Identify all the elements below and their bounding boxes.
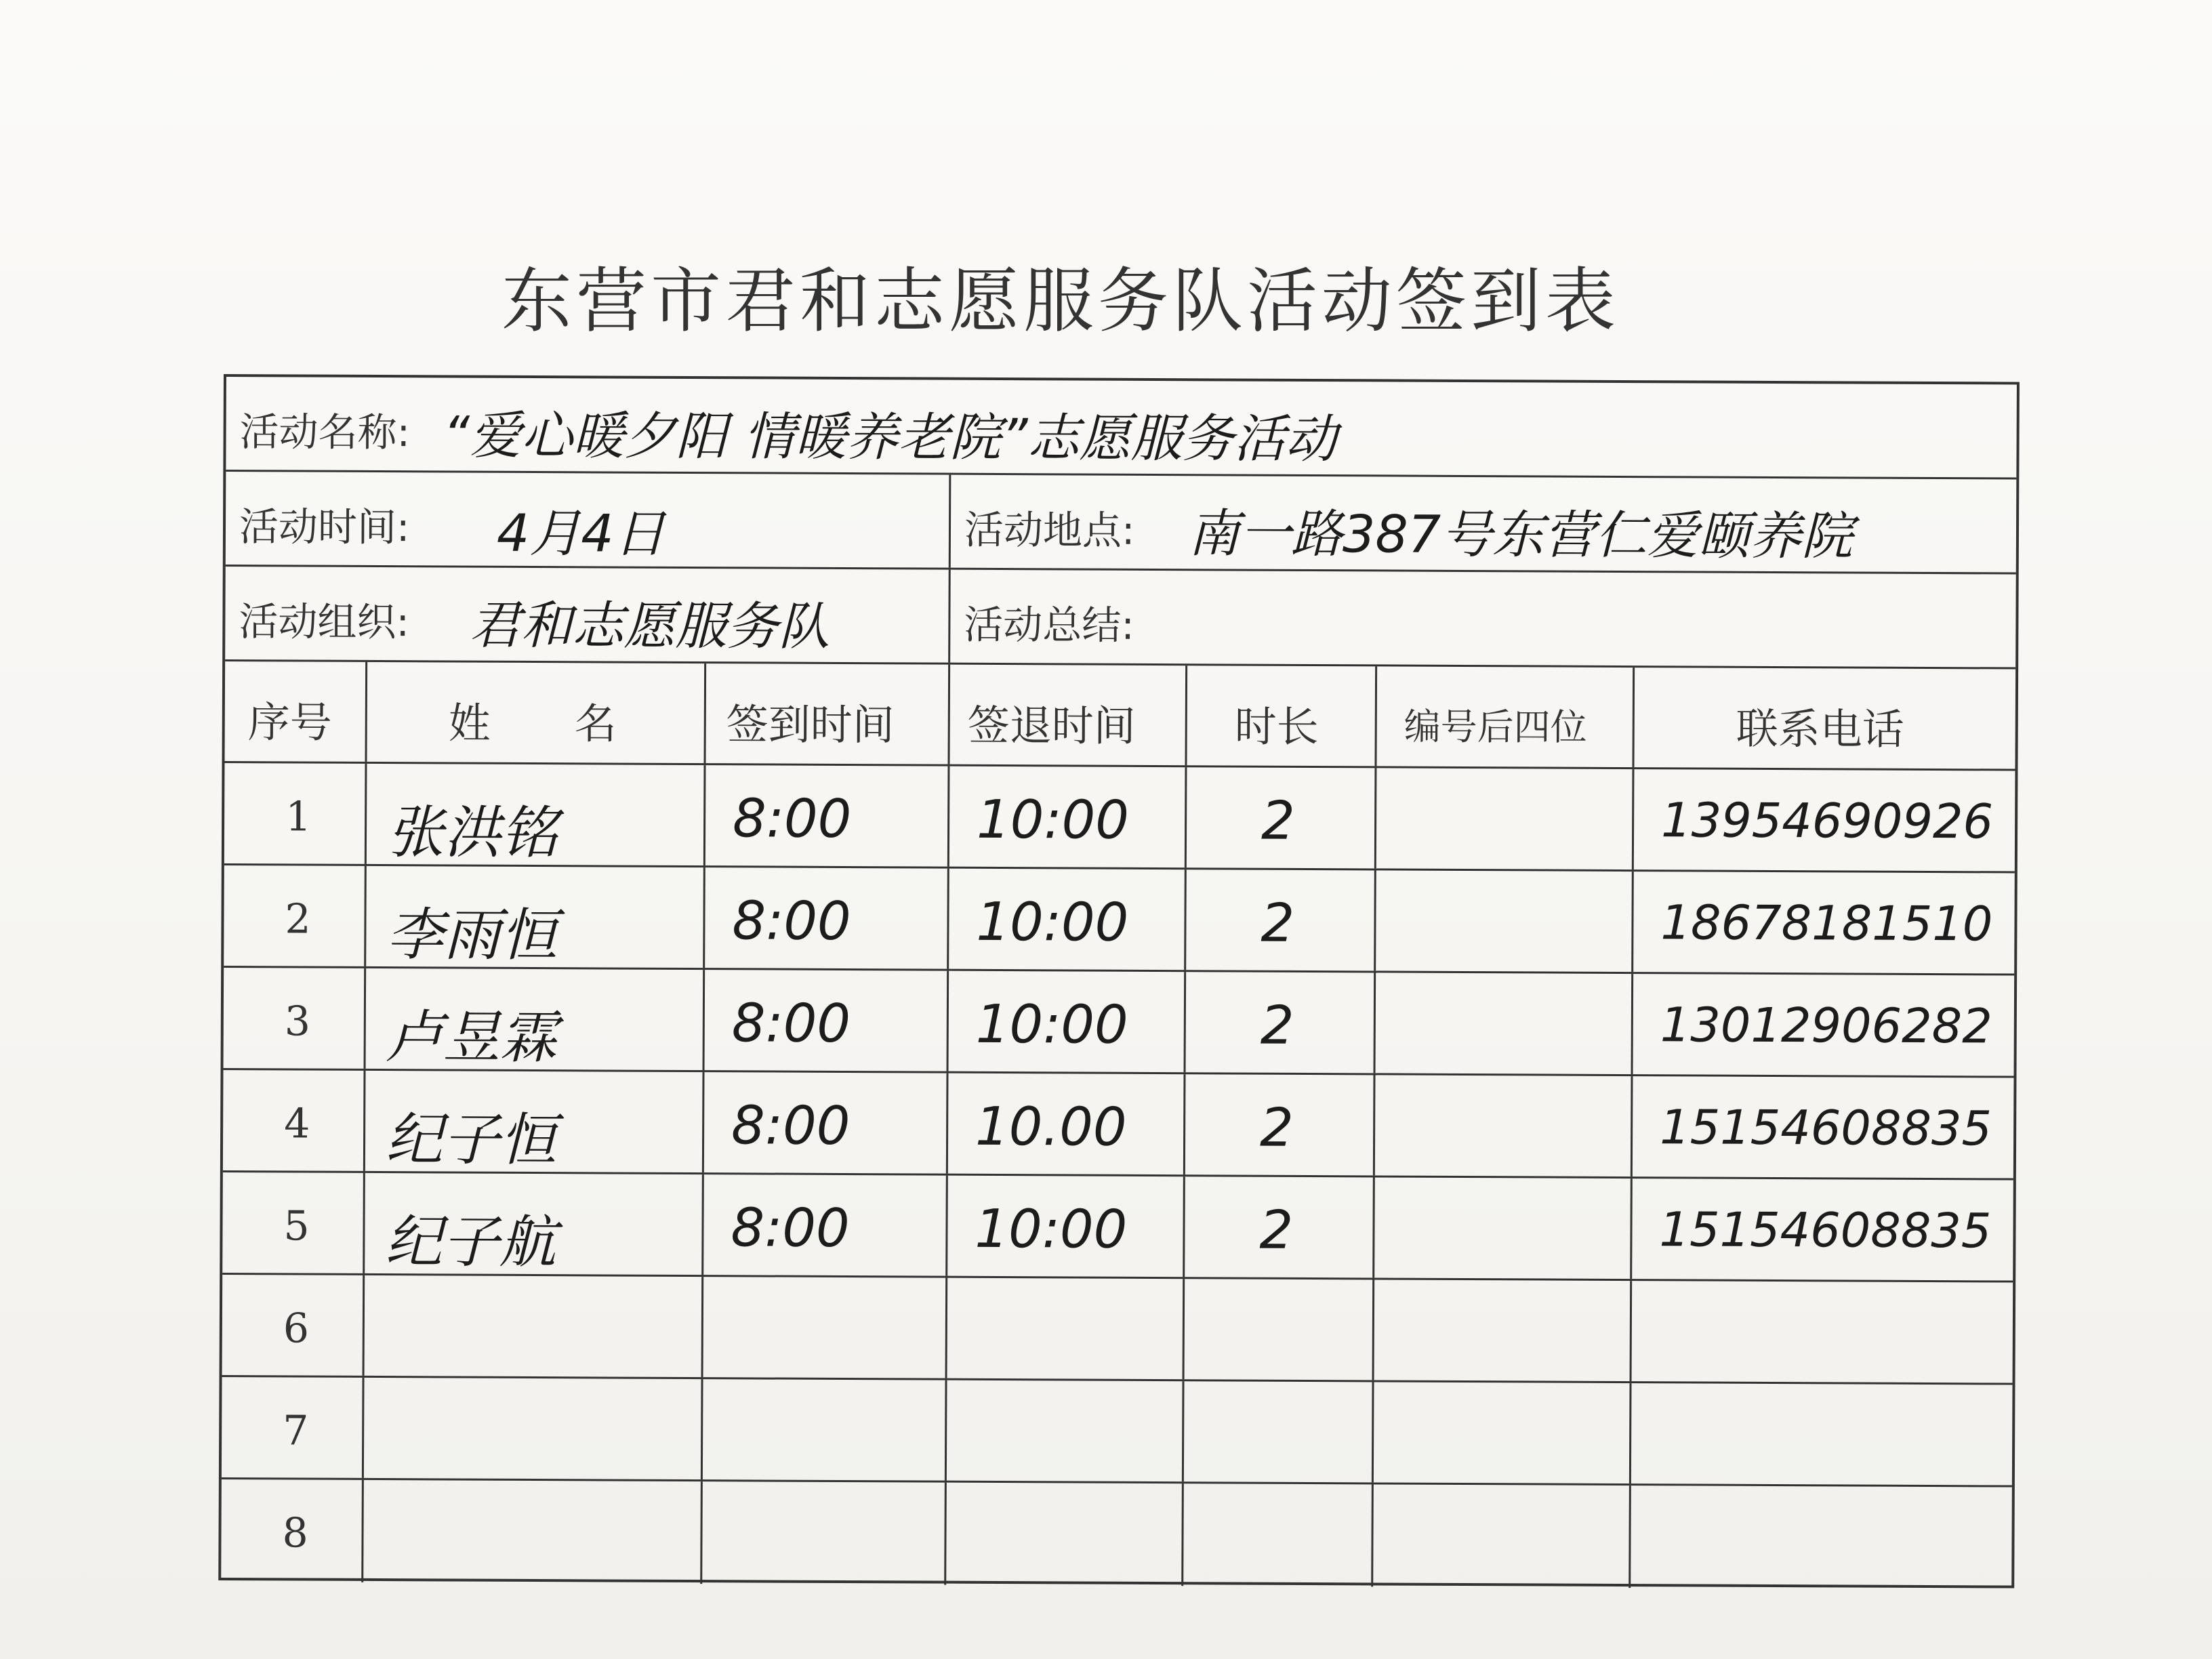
activity-name-label: 活动名称: [239, 409, 411, 456]
form-title: 东营市君和志愿服务队活动签到表 [501, 260, 1620, 342]
volunteer-name: 李雨恒 [386, 901, 558, 969]
phone-number-cell [1633, 872, 2020, 973]
signin-time-cell [705, 765, 950, 867]
duration: 2 [1261, 790, 1295, 852]
id-last4-cell [1374, 1382, 1632, 1483]
signout-time: 10:00 [975, 994, 1128, 1056]
duration-cell [1186, 972, 1376, 1073]
signout-time: 10:00 [976, 789, 1130, 851]
volunteer-name-cell [363, 1480, 703, 1584]
signout-time-cell [947, 1380, 1185, 1482]
signout-time: 10:00 [976, 891, 1129, 954]
volunteer-name-cell [364, 1378, 703, 1479]
row-number-cell [222, 1377, 365, 1478]
row-number: 5 [283, 1202, 310, 1250]
phone-number-cell [1634, 769, 2021, 871]
signout-time: 10:00 [975, 1198, 1128, 1261]
signout-time: 10.00 [975, 1096, 1127, 1158]
duration-cell [1186, 869, 1376, 970]
duration-cell [1185, 1279, 1375, 1380]
volunteer-name-cell [366, 866, 705, 968]
activity-place-value: 南一路387号东营仁爱颐养院 [1187, 503, 1853, 567]
row-number-cell [221, 1479, 364, 1582]
signout-time-cell [948, 1073, 1186, 1175]
volunteer-name-cell [366, 968, 705, 1070]
phone-number-cell [1633, 1076, 2020, 1178]
signin-time-cell [703, 1277, 948, 1378]
volunteer-name-cell [365, 1275, 704, 1377]
duration: 2 [1261, 893, 1295, 954]
signout-time-cell [946, 1483, 1184, 1586]
id-last4-cell [1376, 972, 1634, 1074]
phone-number-cell [1632, 1179, 2019, 1280]
duration: 2 [1259, 1097, 1294, 1159]
id-last4-cell [1374, 1279, 1633, 1381]
row-number-cell [222, 1275, 365, 1376]
row-number: 1 [285, 793, 312, 841]
signout-time-cell [949, 766, 1187, 868]
row-number: 3 [284, 998, 311, 1046]
signout-time-cell [949, 869, 1187, 970]
duration: 2 [1260, 995, 1294, 1057]
table-row [222, 1172, 2013, 1283]
activity-name-row [226, 377, 2017, 480]
duration-cell [1184, 1381, 1374, 1482]
volunteer-name: 卢昱霖 [386, 1004, 557, 1071]
duration-cell [1183, 1483, 1374, 1586]
phone-number: 13954690926 [1660, 792, 1994, 850]
duration-cell [1187, 767, 1377, 868]
signout-time-cell [947, 1278, 1185, 1380]
row-number: 4 [284, 1100, 310, 1148]
volunteer-name: 纪子恒 [385, 1106, 557, 1174]
col-header-name: 姓 名 [448, 698, 617, 749]
volunteer-name-cell [365, 1071, 705, 1172]
signin-time-cell [705, 867, 949, 969]
activity-place-label: 活动地点: [964, 506, 1135, 554]
col-header-signout: 签退时间 [967, 700, 1136, 751]
volunteer-name: 纪子航 [385, 1208, 556, 1276]
signin-time: 8:00 [732, 890, 851, 953]
phone-number: 15154608835 [1659, 1099, 1992, 1157]
id-last4-cell [1376, 870, 1634, 972]
phone-number-cell [1631, 1383, 2018, 1485]
col-header-no: 序号 [247, 697, 332, 747]
row-number: 8 [282, 1509, 308, 1557]
activity-time-place-row [226, 472, 2017, 575]
col-header-signin: 签到时间 [726, 699, 895, 750]
phone-number: 15154608835 [1659, 1202, 1992, 1259]
signin-time-cell [705, 970, 949, 1071]
phone-number: 18678181510 [1660, 895, 1993, 952]
signout-time-cell [947, 1176, 1185, 1277]
phone-number-cell [1631, 1486, 2018, 1589]
table-row [224, 763, 2015, 874]
activity-time-label: 活动时间: [239, 504, 410, 551]
signin-time: 8:00 [731, 1095, 851, 1158]
activity-org-summary-row [225, 567, 2016, 670]
row-number-cell [224, 968, 367, 1069]
id-last4-cell [1375, 1075, 1633, 1176]
volunteer-name-cell [365, 1173, 704, 1275]
activity-name-value: “爱心暖夕阳 情暖养老院”志愿服务活动 [443, 405, 1337, 470]
summary-cell [950, 570, 2022, 668]
signin-time-cell [703, 1174, 948, 1276]
time-cell [226, 472, 951, 568]
signin-time: 8:00 [731, 993, 851, 1055]
signin-time-cell [704, 1072, 949, 1174]
signin-time: 8:00 [731, 1197, 850, 1260]
col-header-phone: 联系电话 [1736, 703, 1904, 754]
table-header-row [224, 661, 2015, 771]
activity-org-label: 活动组织: [239, 598, 410, 646]
duration-cell [1185, 1074, 1376, 1175]
signin-time-cell [702, 1481, 947, 1585]
org-cell [225, 567, 951, 663]
table-row [224, 865, 2015, 976]
activity-org-value: 君和志愿服务队 [469, 594, 830, 657]
row-number: 6 [283, 1305, 310, 1353]
duration: 2 [1259, 1200, 1294, 1261]
volunteer-name: 张洪铭 [386, 799, 558, 867]
signin-table [218, 374, 2020, 1589]
volunteer-name-cell [367, 764, 706, 865]
row-number-cell [223, 1070, 366, 1171]
id-last4-cell [1376, 768, 1635, 869]
id-last4-cell [1373, 1484, 1631, 1588]
phone-number-cell [1633, 974, 2020, 1076]
phone-number: 13012906282 [1660, 997, 1992, 1054]
table-row [224, 968, 2015, 1078]
row-number-cell [224, 865, 367, 966]
table-row [222, 1377, 2013, 1488]
signout-time-cell [949, 971, 1187, 1073]
row-number-cell [224, 763, 367, 864]
row-number: 2 [285, 895, 311, 943]
phone-number-cell [1632, 1281, 2019, 1382]
row-number: 7 [283, 1407, 309, 1455]
duration-cell [1185, 1176, 1375, 1277]
signin-time-cell [703, 1379, 947, 1481]
table-row [223, 1070, 2014, 1181]
table-row [221, 1479, 2012, 1590]
row-number-cell [222, 1172, 365, 1273]
col-header-code: 编号后四位 [1404, 705, 1587, 749]
table-row [222, 1275, 2013, 1385]
col-header-duration: 时长 [1234, 701, 1319, 752]
id-last4-cell [1374, 1177, 1633, 1279]
activity-time-value: 4月4日 [496, 502, 665, 564]
activity-summary-label: 活动总结: [964, 601, 1135, 649]
place-cell [951, 475, 2022, 573]
signin-time: 8:00 [732, 788, 852, 851]
